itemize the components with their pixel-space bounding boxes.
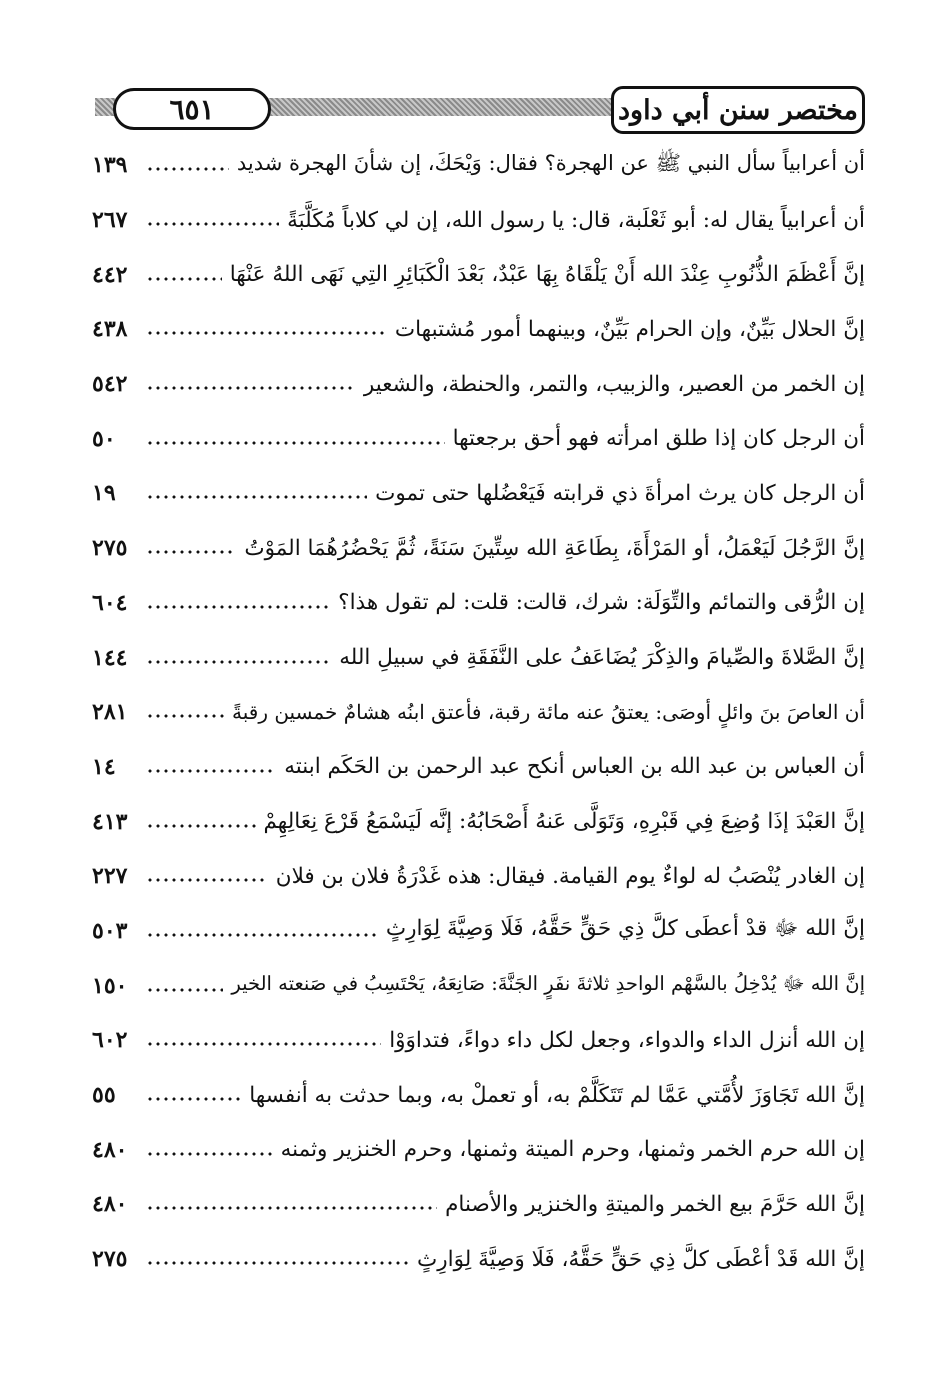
leader-dots [146, 550, 236, 554]
index-entry [92, 1013, 865, 1068]
entry-page-number: ٢٦٧ [92, 207, 128, 234]
leader-dots [146, 988, 223, 992]
index-entry [92, 193, 865, 248]
index-entry [92, 357, 865, 412]
index-entry [92, 1177, 865, 1232]
entry-text: أن الرجل كان إذا طلق امرأته فهو أحق برجعتها [452, 426, 865, 452]
entry-text: أن الرجل كان يرث امرأةَ ذي قرابته فَيَعْضُلها حتى تموت [375, 480, 865, 506]
entry-page-number: ٢٧٥ [92, 535, 128, 562]
entry-text: إنَّ أَعْظَمَ الذُّنُوبِ عِنْدَ الله أَنْ يَلْقَاهُ بِهَا عَبْدٌ، بَعْدَ الْكَبَائِرِ التِي نَهَى اللهُ عَنْهَا [229, 262, 865, 288]
entry-text: إنَّ الحلال بَيِّنٌ، وإن الحرام بَيِّنٌ، وبينهما أمور مُشتبهات [394, 316, 865, 342]
entry-page-number: ٥٠ [92, 425, 116, 452]
leader-dots [146, 386, 356, 390]
index-entry [92, 794, 865, 849]
entry-page-number: ٢٧٥ [92, 1246, 128, 1273]
leader-dots [146, 933, 378, 937]
leader-dots [146, 222, 279, 226]
entry-text: إن الله أنزل الداء والدواء، وجعل لكل داء دواءً، فتداوَوْا [389, 1027, 865, 1053]
index-entry [92, 302, 865, 357]
leader-dots [146, 331, 387, 335]
entry-text: إن الغادر يُنْصَبُ له لواءٌ يوم القيامة. فيقال: هذه غَدْرَةُ فلان بن فلان [275, 863, 865, 889]
index-entry [92, 740, 865, 795]
entry-page-number: ١٤ [92, 753, 116, 780]
book-title: مختصر سنن أبي داود [611, 86, 865, 134]
entry-page-number: ٥٥ [92, 1082, 116, 1109]
entry-text: إن الله حرم الخمر وثمنها، وحرم الميتة وثمنها، وحرم الخنزير وثمنه [280, 1137, 865, 1163]
entry-text: إن الرُّقى والتمائم والتِّوَلَة: شرك، قالت: قلت: لم تقول هذا؟ [338, 590, 865, 616]
entry-page-number: ١٥٠ [92, 972, 128, 999]
entry-text: إنَّ الله ﷻ يُدْخِلُ بالسَّهْم الواحدِ ثلاثةَ نفَرٍ الجَنَّةَ: صَانِعَهُ، يَحْتَسِبُ في صَنعته الخير [231, 971, 865, 995]
index-list [92, 138, 865, 1286]
entry-text: أن أعرابياً يقال له: أبو ثَعْلَبة، قال: يا رسول الله، إن لي كلاباً مُكَلَّبَةً [287, 207, 865, 233]
index-entry [92, 685, 865, 740]
entry-text: إنَّ العَبْدَ إذَا وُضِعَ فِي قَبْرِهِ، وَتَوَلَّى عَنهُ أَصْحَابُهُ: إنَّه لَيَسْمَعُ قَرْعَ نِعَالِهِمْ [263, 809, 865, 835]
leader-dots [146, 824, 256, 828]
index-entry [92, 411, 865, 466]
index-entry [92, 1122, 865, 1177]
index-entry [92, 138, 865, 193]
leader-dots [146, 1206, 437, 1210]
entry-page-number: ٤٣٨ [92, 316, 128, 343]
index-entry [92, 1232, 865, 1287]
leader-dots [146, 167, 229, 171]
leader-dots [146, 714, 224, 718]
index-entry [92, 904, 865, 959]
index-entry [92, 1068, 865, 1123]
index-entry [92, 576, 865, 631]
entry-page-number: ٥٠٣ [92, 917, 128, 944]
entry-text: إنَّ الصَّلاةَ والصِّيامَ والذِكْرَ يُضَاعَفُ على النَّفَقَةِ في سبيلِ الله [339, 645, 865, 671]
leader-dots [146, 1097, 241, 1101]
index-entry [92, 630, 865, 685]
index-entry [92, 849, 865, 904]
entry-page-number: ١٤٤ [92, 644, 128, 671]
leader-dots [146, 1152, 273, 1156]
entry-page-number: ٦٠٢ [92, 1027, 128, 1054]
leader-dots [146, 1261, 409, 1265]
index-entry [92, 521, 865, 576]
index-entry [92, 466, 865, 521]
entry-page-number: ٤٨٠ [92, 1136, 128, 1163]
entry-text: إنَّ الله حَرَّمَ بيع الخمر والميتةِ والخنزير والأصنام [445, 1191, 865, 1217]
entry-text: إنَّ الرَّجُلَ لَيَعْمَلُ، أو المَرْأَةَ، بِطَاعَةِ الله سِتِّينَ سَنَةً، ثُمَّ يَحْضُرُهُمَا المَوْتُ [244, 535, 865, 561]
entry-page-number: ٥٤٢ [92, 371, 128, 398]
leader-dots [146, 660, 331, 664]
entry-page-number: ١٩ [92, 480, 116, 507]
leader-dots [146, 1042, 381, 1046]
index-entry [92, 958, 865, 1013]
entry-text: إنَّ الله ﷻ قدْ أعطَى كلَّ ذِي حَقٍّ حَقَّهُ، فَلَا وَصِيَّةَ لِوَارِثٍ [385, 916, 865, 942]
page-header [95, 86, 865, 132]
entry-page-number: ٤٤٢ [92, 261, 128, 288]
leader-dots [146, 277, 222, 281]
leader-dots [146, 878, 268, 882]
entry-text: أن العاصَ بنَ وائلٍ أوصَى: يعتقُ عنه مائة رقبة، فأعتق ابنُه هشامٌ خمسين رقبةً [232, 700, 865, 725]
entry-page-number: ٢٨١ [92, 699, 128, 726]
leader-dots [146, 441, 445, 445]
entry-page-number: ٤١٣ [92, 808, 128, 835]
entry-page-number: ٢٢٧ [92, 863, 128, 890]
entry-page-number: ٦٠٤ [92, 589, 128, 616]
index-entry [92, 247, 865, 302]
entry-text: إن الخمر من العصير، والزبيب، والتمر، والحنطة، والشعير [363, 371, 865, 397]
entry-text: إنَّ الله تَجَاوَزَ لأُمَّتي عَمَّا لم تَتَكَلَّمْ به، أو تعملْ به، وبما حدثت به أنفسها [249, 1082, 865, 1108]
page-number: ٦٥١ [113, 88, 271, 130]
entry-text: أن أعرابياً سأل النبي ﷺ عن الهجرة؟ فقال: وَيْحَكَ، إن شأنَ الهجرة شديد [236, 150, 865, 175]
entry-text: أن العباس بن عبد الله بن العباس أنكح عبد الرحمن بن الحَكَم ابنته [284, 754, 865, 780]
entry-text: إنَّ الله قَدْ أعْطَى كلَّ ذِي حَقٍّ حَقَّهُ، فَلَا وَصِيَّةَ لِوَارِثٍ [417, 1246, 865, 1272]
leader-dots [146, 495, 367, 499]
leader-dots [146, 769, 276, 773]
entry-page-number: ٤٨٠ [92, 1191, 128, 1218]
leader-dots [146, 605, 330, 609]
entry-page-number: ١٣٩ [92, 152, 128, 179]
